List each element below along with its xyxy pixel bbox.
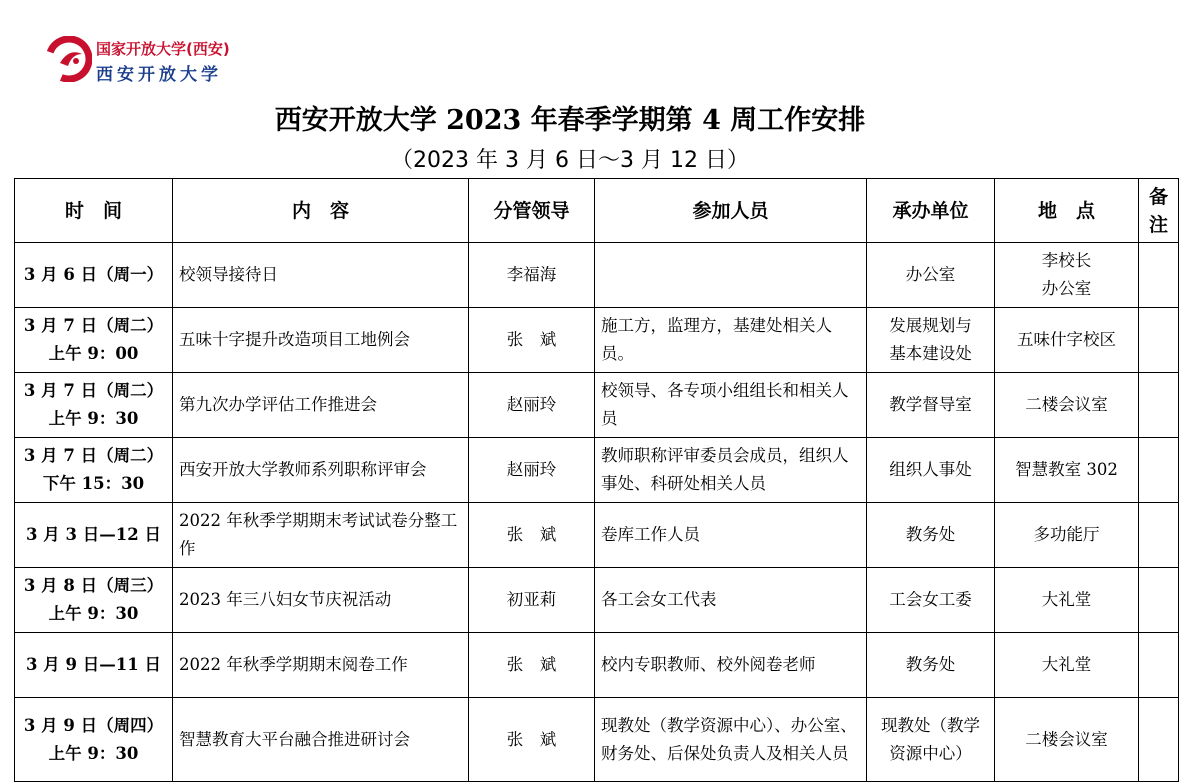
cell-participants: 施工方，监理方，基建处相关人员。 [595,308,867,373]
cell-time-date: 3 月 3 日—12 日 [26,525,161,544]
cell-location: 五味什字校区 [995,308,1139,373]
university-logo-icon [46,36,92,82]
page-subtitle: （2023 年 3 月 6 日～3 月 12 日） [391,148,749,173]
cell-content: 西安开放大学教师系列职称评审会 [173,438,469,503]
cell-leader: 张 斌 [469,503,595,568]
logo-text-line1: 国家开放大学(西安) [96,40,230,58]
cell-unit: 现教处（教学资源中心） [867,698,995,782]
table-row [15,308,1179,373]
cell-location: 多功能厅 [995,503,1139,568]
cell-time [15,633,173,698]
cell-content: 智慧教育大平台融合推进研讨会 [173,698,469,782]
cell-note [1139,308,1179,373]
cell-time-hour: 下午 15：30 [42,474,145,493]
table-header-row [15,179,1179,243]
cell-unit: 组织人事处 [867,438,995,503]
cell-leader: 张 斌 [469,698,595,782]
cell-time-date: 3 月 6 日（周一） [23,265,164,284]
cell-time-hour: 上午 9：30 [48,604,139,623]
cell-leader: 赵丽玲 [469,373,595,438]
cell-note [1139,503,1179,568]
cell-participants: 卷库工作人员 [595,503,867,568]
cell-location: 二楼会议室 [995,373,1139,438]
cell-participants: 各工会女工代表 [595,568,867,633]
cell-time [15,568,173,633]
table-row [15,243,1179,308]
cell-location: 智慧教室 302 [995,438,1139,503]
cell-time-date: 3 月 8 日（周三） [23,576,164,595]
cell-location: 大礼堂 [995,633,1139,698]
cell-participants: 校领导、各专项小组组长和相关人员 [595,373,867,438]
logo-text-line2: 西安开放大学 [96,65,222,85]
cell-time [15,438,173,503]
table-row [15,698,1179,782]
cell-note [1139,633,1179,698]
table-row [15,373,1179,438]
cell-content: 2022 年秋季学期期末考试试卷分整工作 [173,503,469,568]
cell-time [15,698,173,782]
cell-note [1139,243,1179,308]
header-content: 内 容 [173,179,469,243]
header-location: 地 点 [995,179,1139,243]
logo [46,36,266,86]
cell-note [1139,438,1179,503]
table-row [15,633,1179,698]
header-time: 时 间 [15,179,173,243]
table-row [15,568,1179,633]
cell-leader: 初亚莉 [469,568,595,633]
cell-time [15,308,173,373]
cell-time [15,503,173,568]
cell-time-date: 3 月 7 日（周二） [23,446,164,465]
cell-content: 第九次办学评估工作推进会 [173,373,469,438]
cell-participants: 教师职称评审委员会成员，组织人事处、科研处相关人员 [595,438,867,503]
cell-location: 大礼堂 [995,568,1139,633]
cell-unit: 教务处 [867,503,995,568]
cell-note [1139,373,1179,438]
cell-leader: 张 斌 [469,308,595,373]
table-row [15,438,1179,503]
cell-unit: 工会女工委 [867,568,995,633]
header-participants: 参加人员 [595,179,867,243]
cell-time-date: 3 月 7 日（周二） [23,381,164,400]
cell-leader: 张 斌 [469,633,595,698]
schedule-table [14,178,1179,782]
cell-participants: 现教处（教学资源中心）、办公室、财务处、后保处负责人及相关人员 [595,698,867,782]
cell-participants [595,243,867,308]
cell-time-hour: 上午 9：30 [48,409,139,428]
cell-time-date: 3 月 9 日—11 日 [26,655,161,674]
cell-unit: 办公室 [867,243,995,308]
cell-time-date: 3 月 9 日（周四） [23,715,164,735]
cell-unit: 教学督导室 [867,373,995,438]
header-note: 备注 [1139,179,1179,243]
cell-location: 李校长 办公室 [995,243,1139,308]
cell-location: 二楼会议室 [995,698,1139,782]
cell-note [1139,568,1179,633]
cell-note [1139,698,1179,782]
cell-content: 五味十字提升改造项目工地例会 [173,308,469,373]
cell-content: 校领导接待日 [173,243,469,308]
cell-time-hour: 上午 9：00 [48,344,139,363]
cell-time-date: 3 月 7 日（周二） [23,316,164,335]
cell-time-hour: 上午 9：30 [48,743,139,763]
cell-leader: 李福海 [469,243,595,308]
cell-participants: 校内专职教师、校外阅卷老师 [595,633,867,698]
header-leader: 分管领导 [469,179,595,243]
cell-leader: 赵丽玲 [469,438,595,503]
page-title: 西安开放大学 2023 年春季学期第 4 周工作安排 [274,105,866,136]
table-body [15,243,1179,782]
cell-unit: 发展规划与 基本建设处 [867,308,995,373]
cell-time [15,373,173,438]
cell-time [15,243,173,308]
header-unit: 承办单位 [867,179,995,243]
table-row [15,503,1179,568]
cell-content: 2023 年三八妇女节庆祝活动 [173,568,469,633]
cell-unit: 教务处 [867,633,995,698]
cell-content: 2022 年秋季学期期末阅卷工作 [173,633,469,698]
